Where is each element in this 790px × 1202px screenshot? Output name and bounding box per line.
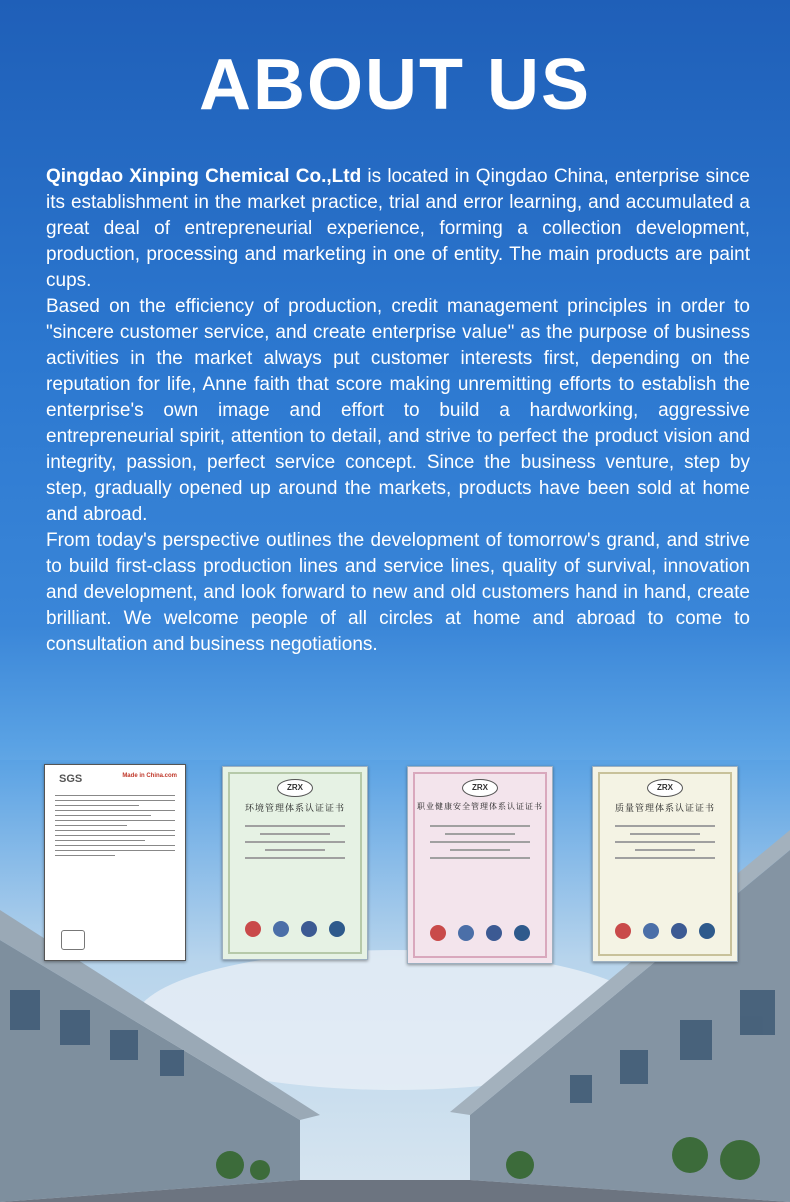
about-text xyxy=(46,164,750,658)
made-in-china-logo: Made in China.com xyxy=(122,773,177,779)
cnca-seal-icon xyxy=(643,923,659,939)
zrx-logo: ZRX xyxy=(277,779,313,797)
iaf-seal-icon xyxy=(301,921,317,937)
cnas-seal-icon xyxy=(699,923,715,939)
sgs-logo: SGS xyxy=(59,773,83,785)
environmental-certificate xyxy=(222,766,368,960)
about-paragraph-1-text: is located in Qingdao China, enterprise since its establishment in the market practice, trial and error learning, and accumulated a great deal of entrepreneurial experience, forming a collection development, production, processing and marketing in one of entity. The main products are paint cups. xyxy=(46,166,750,291)
about-paragraph-3: From today's perspective outlines the development of tomorrow's grand, and strive to build first-class production lines and service lines, quality of survival, innovation and development, and look forward to new and old customers hand in hand, create brilliant. We welcome people of all circles at home and abroad to come to consultation and business negotiations. xyxy=(46,530,750,655)
certificate-text xyxy=(430,819,530,865)
iaf-seal-icon xyxy=(486,925,502,941)
zrx-logo: ZRX xyxy=(462,779,498,797)
red-seal-icon xyxy=(430,925,446,941)
cnca-seal-icon xyxy=(458,925,474,941)
red-seal-icon xyxy=(245,921,261,937)
red-seal-icon xyxy=(615,923,631,939)
certificate-text xyxy=(245,819,345,865)
company-name: Qingdao Xinping Chemical Co.,Ltd xyxy=(46,166,362,187)
zrx-logo: ZRX xyxy=(647,779,683,797)
iaf-seal-icon xyxy=(671,923,687,939)
about-paragraph-2: Based on the efficiency of production, credit management principles in order to "sincere customer service, and create enterprise value" as the purpose of business activities in the market always put customer interests first, depending on the reputation for life, Anne faith that score making unremitting efforts to establish the enterprise's own image and effort to build a hardworking, aggressive entrepreneurial spirit, attention to detail, and strive to perfect the product vision and integrity, passion, perfect service concept. Since the business venture, step by step, gradually opened up around the markets, products have been sold at home and abroad. xyxy=(46,296,750,525)
occupational-health-certificate xyxy=(407,766,553,964)
quality-certificate xyxy=(592,766,738,962)
certificate-text xyxy=(55,791,175,860)
sgs-certificate xyxy=(44,764,186,961)
about-paragraph-1 xyxy=(46,164,750,294)
certificate-title: 环境管理体系认证证书 xyxy=(244,804,345,814)
certificate-text xyxy=(615,819,715,865)
cnas-seal-icon xyxy=(514,925,530,941)
certificate-title: 职业健康安全管理体系认证证书 xyxy=(417,802,543,811)
certificate-title: 质量管理体系认证证书 xyxy=(614,804,715,814)
stamp-icon xyxy=(61,930,85,950)
cnca-seal-icon xyxy=(273,921,289,937)
page-title: ABOUT US xyxy=(199,45,591,125)
cnas-seal-icon xyxy=(329,921,345,937)
